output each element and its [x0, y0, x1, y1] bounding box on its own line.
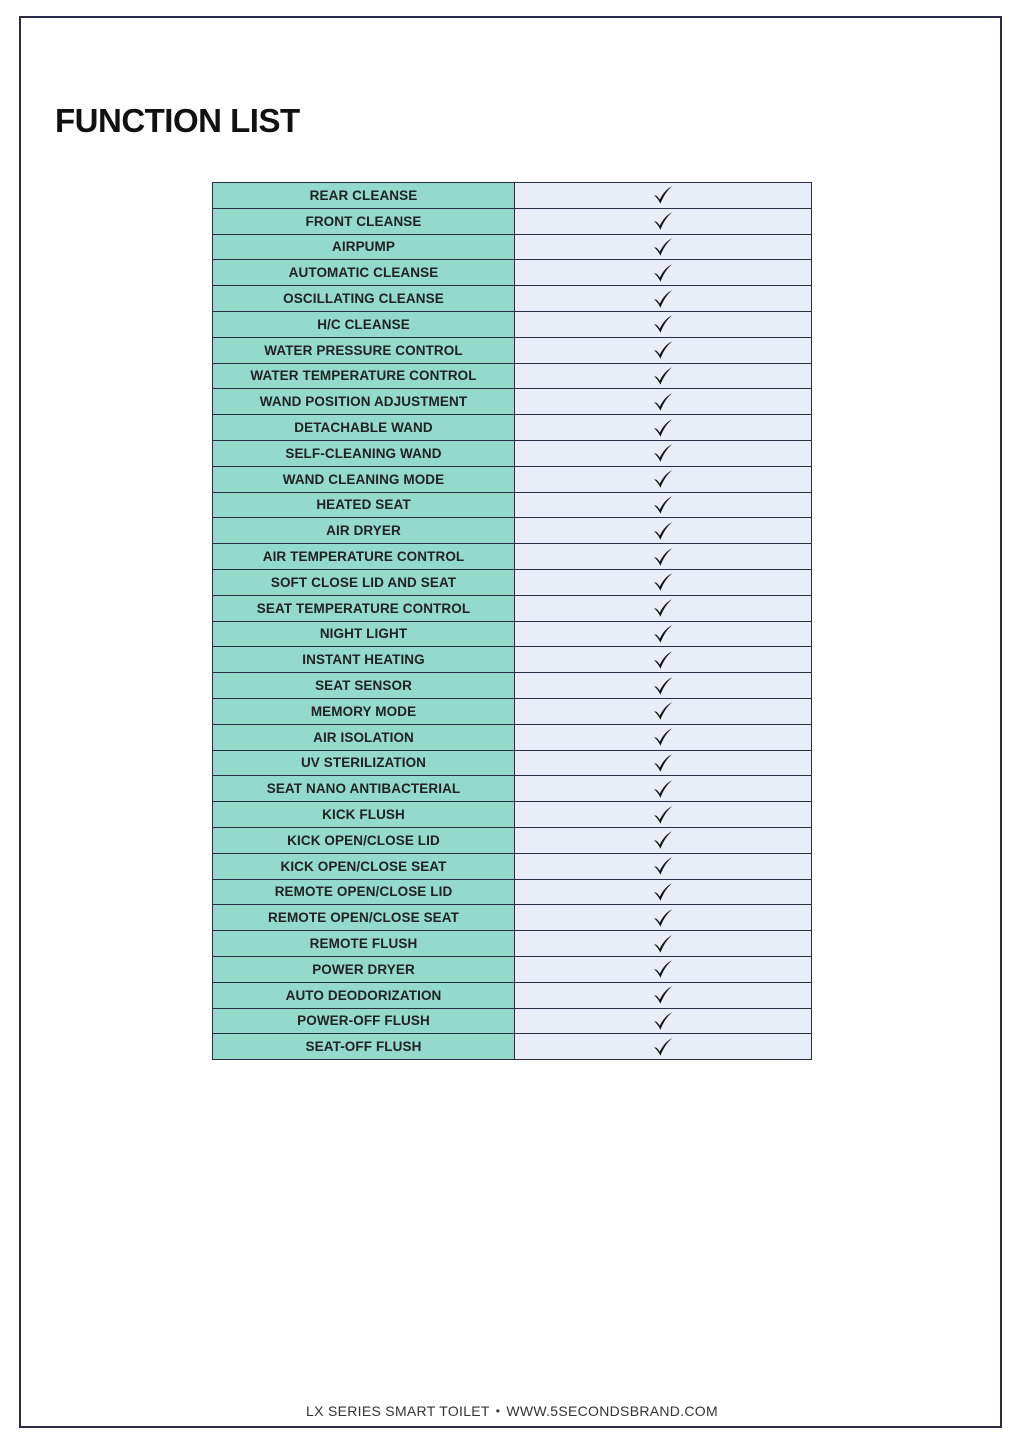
table-row — [213, 750, 812, 776]
table-row — [213, 183, 812, 209]
checkmark-icon — [652, 752, 674, 774]
function-name: UV STERILIZATION — [213, 750, 515, 776]
table-row — [213, 647, 812, 673]
availability-cell — [515, 905, 812, 931]
function-name: AIRPUMP — [213, 234, 515, 260]
checkmark-icon — [652, 313, 674, 335]
availability-cell — [515, 518, 812, 544]
table-row — [213, 208, 812, 234]
checkmark-icon — [652, 726, 674, 748]
checkmark-icon — [652, 958, 674, 980]
function-name: WAND POSITION ADJUSTMENT — [213, 389, 515, 415]
availability-cell — [515, 440, 812, 466]
checkmark-icon — [652, 262, 674, 284]
checkmark-icon — [652, 442, 674, 464]
table-row — [213, 982, 812, 1008]
table-row — [213, 673, 812, 699]
function-name: FRONT CLEANSE — [213, 208, 515, 234]
availability-cell — [515, 802, 812, 828]
function-name: REMOTE OPEN/CLOSE LID — [213, 879, 515, 905]
table-row — [213, 363, 812, 389]
checkmark-icon — [652, 494, 674, 516]
table-row — [213, 544, 812, 570]
checkmark-icon — [652, 520, 674, 542]
function-name: KICK FLUSH — [213, 802, 515, 828]
availability-cell — [515, 311, 812, 337]
table-row — [213, 931, 812, 957]
checkmark-icon — [652, 700, 674, 722]
checkmark-icon — [652, 339, 674, 361]
availability-cell — [515, 724, 812, 750]
checkmark-icon — [652, 597, 674, 619]
checkmark-icon — [652, 391, 674, 413]
table-row — [213, 466, 812, 492]
table-row — [213, 569, 812, 595]
table-row — [213, 905, 812, 931]
availability-cell — [515, 1008, 812, 1034]
availability-cell — [515, 363, 812, 389]
function-name: AIR ISOLATION — [213, 724, 515, 750]
table-row — [213, 337, 812, 363]
checkmark-icon — [652, 804, 674, 826]
function-name: KICK OPEN/CLOSE SEAT — [213, 853, 515, 879]
table-row — [213, 724, 812, 750]
function-name: SEAT-OFF FLUSH — [213, 1034, 515, 1060]
function-name: SEAT NANO ANTIBACTERIAL — [213, 776, 515, 802]
page-title: FUNCTION LIST — [55, 102, 300, 139]
availability-cell — [515, 982, 812, 1008]
function-name: SELF-CLEANING WAND — [213, 440, 515, 466]
checkmark-icon — [652, 623, 674, 645]
availability-cell — [515, 569, 812, 595]
function-name: MEMORY MODE — [213, 698, 515, 724]
checkmark-icon — [652, 210, 674, 232]
function-name: SOFT CLOSE LID AND SEAT — [213, 569, 515, 595]
availability-cell — [515, 776, 812, 802]
availability-cell — [515, 234, 812, 260]
availability-cell — [515, 466, 812, 492]
checkmark-icon — [652, 288, 674, 310]
function-name: OSCILLATING CLEANSE — [213, 286, 515, 312]
table-row — [213, 595, 812, 621]
function-name: AUTO DEODORIZATION — [213, 982, 515, 1008]
availability-cell — [515, 595, 812, 621]
function-name: INSTANT HEATING — [213, 647, 515, 673]
function-name: POWER DRYER — [213, 956, 515, 982]
function-table — [212, 182, 812, 1060]
checkmark-icon — [652, 365, 674, 387]
function-name: WAND CLEANING MODE — [213, 466, 515, 492]
function-name: NIGHT LIGHT — [213, 621, 515, 647]
table-row — [213, 853, 812, 879]
checkmark-icon — [652, 649, 674, 671]
function-name: SEAT SENSOR — [213, 673, 515, 699]
availability-cell — [515, 544, 812, 570]
table-row — [213, 311, 812, 337]
table-row — [213, 827, 812, 853]
table-row — [213, 389, 812, 415]
function-name: KICK OPEN/CLOSE LID — [213, 827, 515, 853]
availability-cell — [515, 208, 812, 234]
table-row — [213, 802, 812, 828]
availability-cell — [515, 286, 812, 312]
availability-cell — [515, 827, 812, 853]
availability-cell — [515, 389, 812, 415]
table-row — [213, 415, 812, 441]
checkmark-icon — [652, 1036, 674, 1058]
table-row — [213, 492, 812, 518]
function-name: REMOTE OPEN/CLOSE SEAT — [213, 905, 515, 931]
checkmark-icon — [652, 933, 674, 955]
function-name: AIR TEMPERATURE CONTROL — [213, 544, 515, 570]
footer-product-name: LX SERIES SMART TOILET — [306, 1403, 490, 1419]
availability-cell — [515, 415, 812, 441]
function-name: WATER TEMPERATURE CONTROL — [213, 363, 515, 389]
availability-cell — [515, 337, 812, 363]
availability-cell — [515, 647, 812, 673]
checkmark-icon — [652, 829, 674, 851]
table-row — [213, 879, 812, 905]
table-row — [213, 1034, 812, 1060]
table-row — [213, 698, 812, 724]
availability-cell — [515, 260, 812, 286]
function-name: H/C CLEANSE — [213, 311, 515, 337]
table-row — [213, 956, 812, 982]
availability-cell — [515, 673, 812, 699]
function-name: DETACHABLE WAND — [213, 415, 515, 441]
checkmark-icon — [652, 1010, 674, 1032]
checkmark-icon — [652, 546, 674, 568]
footer-separator: • — [495, 1404, 501, 1418]
table-row — [213, 621, 812, 647]
table-row — [213, 776, 812, 802]
function-name: REMOTE FLUSH — [213, 931, 515, 957]
table-row — [213, 440, 812, 466]
checkmark-icon — [652, 855, 674, 877]
checkmark-icon — [652, 907, 674, 929]
checkmark-icon — [652, 571, 674, 593]
table-row — [213, 260, 812, 286]
function-name: HEATED SEAT — [213, 492, 515, 518]
function-name: SEAT TEMPERATURE CONTROL — [213, 595, 515, 621]
availability-cell — [515, 931, 812, 957]
checkmark-icon — [652, 417, 674, 439]
function-name: AUTOMATIC CLEANSE — [213, 260, 515, 286]
availability-cell — [515, 879, 812, 905]
checkmark-icon — [652, 236, 674, 258]
checkmark-icon — [652, 778, 674, 800]
function-name: WATER PRESSURE CONTROL — [213, 337, 515, 363]
function-name: REAR CLEANSE — [213, 183, 515, 209]
availability-cell — [515, 750, 812, 776]
function-table-body — [213, 183, 812, 1060]
table-row — [213, 518, 812, 544]
checkmark-icon — [652, 881, 674, 903]
checkmark-icon — [652, 675, 674, 697]
table-row — [213, 234, 812, 260]
checkmark-icon — [652, 984, 674, 1006]
availability-cell — [515, 492, 812, 518]
table-row — [213, 1008, 812, 1034]
checkmark-icon — [652, 184, 674, 206]
footer — [0, 1403, 1024, 1419]
availability-cell — [515, 183, 812, 209]
footer-website: WWW.5SECONDSBRAND.COM — [506, 1403, 718, 1419]
availability-cell — [515, 956, 812, 982]
availability-cell — [515, 698, 812, 724]
availability-cell — [515, 1034, 812, 1060]
availability-cell — [515, 853, 812, 879]
checkmark-icon — [652, 468, 674, 490]
table-row — [213, 286, 812, 312]
function-name: AIR DRYER — [213, 518, 515, 544]
function-name: POWER-OFF FLUSH — [213, 1008, 515, 1034]
availability-cell — [515, 621, 812, 647]
